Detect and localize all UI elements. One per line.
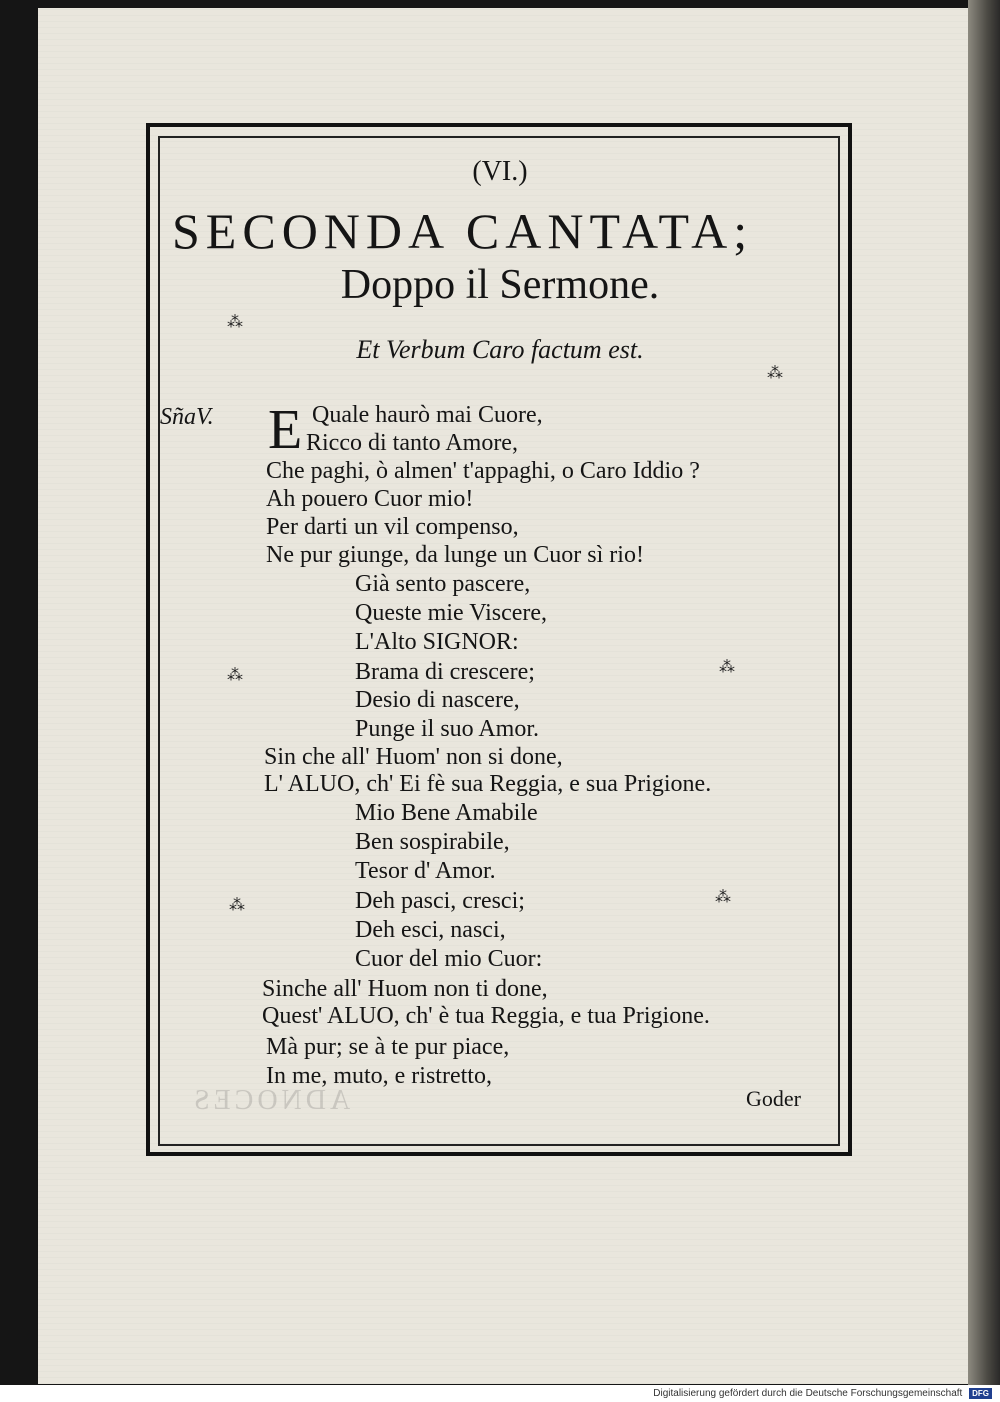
verse-line: Deh esci, nasci,: [355, 917, 506, 943]
motto: Et Verbum Caro factum est.: [356, 335, 644, 364]
page-title: SECONDA CANTATA;: [172, 203, 754, 259]
verse-line: Brama di crescere;: [355, 659, 535, 685]
verse-line: Già sento pascere,: [355, 571, 531, 597]
verse-line: L'Alto SIGNOR:: [355, 629, 519, 655]
verse-line: Ricco di tanto Amore,: [306, 430, 518, 456]
verse-line: In me, muto, e ristretto,: [266, 1063, 492, 1089]
speaker-label: SñaV.: [160, 404, 214, 430]
verse-line: Mà pur; se à te pur piace,: [266, 1034, 510, 1060]
page-edge: [968, 0, 1000, 1385]
verse-line: Per darti un vil compenso,: [266, 514, 519, 540]
verse-line: Deh pasci, cresci;: [355, 888, 525, 914]
ornament-icon: ⁂: [229, 895, 245, 914]
ornament-icon: ⁂: [719, 657, 735, 676]
verse-line: L' ALUO, ch' Ei fè sua Reggia, e sua Prigione.: [264, 771, 712, 797]
verse-line: Sinche all' Huom non ti done,: [262, 976, 548, 1002]
verse-line: Mio Bene Amabile: [355, 800, 538, 826]
ornament-icon: ⁂: [715, 887, 731, 906]
page-number: (VI.): [472, 156, 528, 187]
verse-line: Sin che all' Huom' non si done,: [264, 744, 563, 770]
verse-line: Quale haurò mai Cuore,: [312, 402, 543, 428]
verse-line: Che paghi, ò almen' t'appaghi, o Caro Iddio ?: [266, 458, 700, 484]
page-subtitle: Doppo il Sermone.: [340, 262, 660, 308]
verse-line: Ah pouero Cuor mio!: [266, 486, 474, 512]
ornament-icon: ⁂: [227, 665, 243, 684]
verse-line: Quest' ALUO, ch' è tua Reggia, e tua Prigione.: [262, 1003, 710, 1029]
verse-line: Tesor d' Amor.: [355, 858, 496, 884]
verse-line: Ben sospirabile,: [355, 829, 510, 855]
verse-line: Queste mie Viscere,: [355, 600, 548, 626]
verse-line: Punge il suo Amor.: [355, 716, 540, 742]
catchword: Goder: [746, 1086, 801, 1111]
verse-line: Ne pur giunge, da lunge un Cuor sì rio!: [266, 542, 644, 568]
ornament-icon: ⁂: [767, 363, 783, 382]
footer: [0, 1385, 1000, 1402]
verse-line: Desio di nascere,: [355, 687, 520, 713]
drop-cap: E: [268, 399, 303, 461]
dfg-logo: DFG: [969, 1388, 992, 1399]
footer-text: Digitalisierung gefördert durch die Deutsche Forschungsgemeinschaft: [653, 1388, 963, 1399]
bleed-through: ADNOCES: [190, 1085, 351, 1116]
ornament-icon: ⁂: [227, 312, 243, 331]
verse-line: Cuor del mio Cuor:: [355, 946, 543, 972]
